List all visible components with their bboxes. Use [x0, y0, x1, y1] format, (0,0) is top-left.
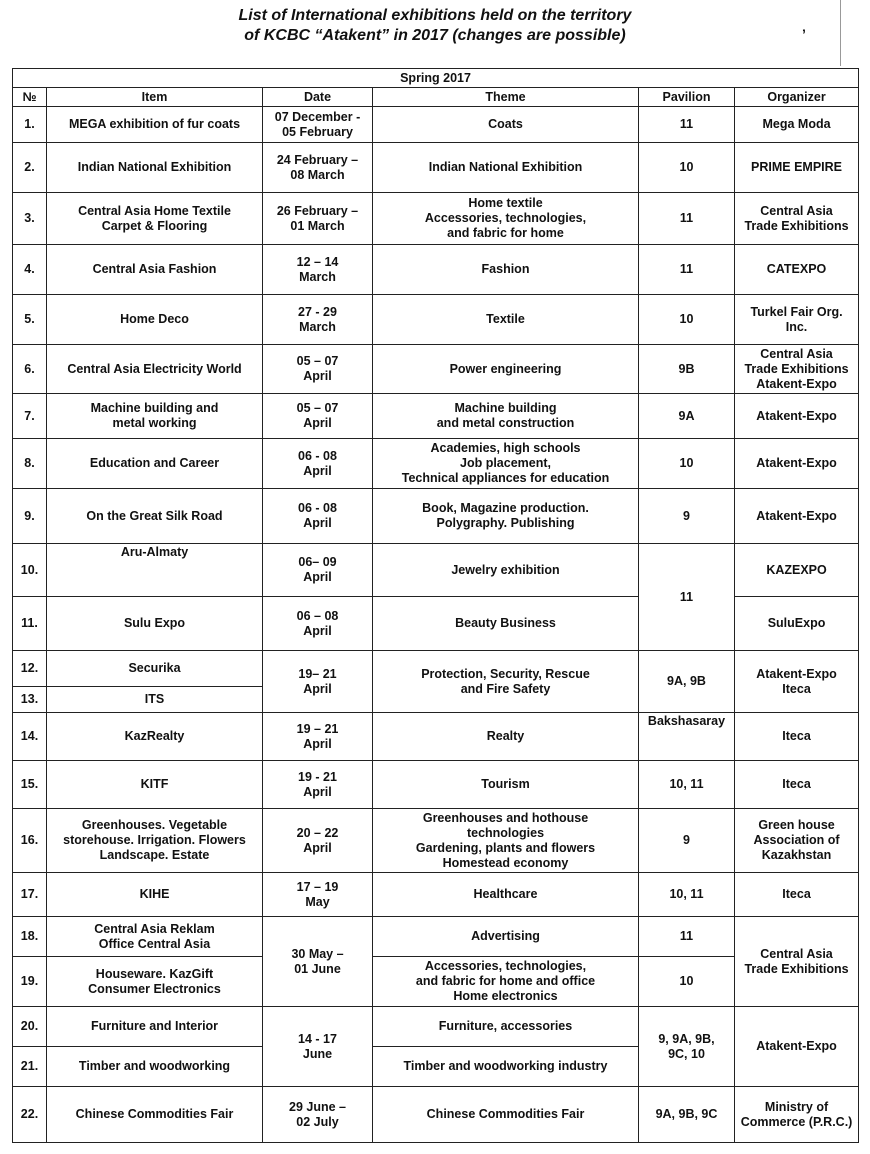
- table-row: [13, 873, 859, 917]
- row-number: 14.: [13, 713, 47, 761]
- row-theme: Greenhouses and hothouse technologies Gardening, plants and flowers Homestead economy: [373, 809, 639, 873]
- row-date: 29 June – 02 July: [263, 1087, 373, 1143]
- row-item: ITS: [47, 687, 263, 713]
- row-theme: Indian National Exhibition: [373, 143, 639, 193]
- row-date: 06– 09 April: [263, 544, 373, 597]
- row-theme: Book, Magazine production. Polygraphy. Publishing: [373, 489, 639, 544]
- row-theme: Home textile Accessories, technologies, and fabric for home: [373, 193, 639, 245]
- row-theme: Timber and woodworking industry: [373, 1047, 639, 1087]
- row-theme: Protection, Security, Rescue and Fire Safety: [373, 651, 639, 713]
- row-number: 20.: [13, 1007, 47, 1047]
- row-date: 24 February – 08 March: [263, 143, 373, 193]
- row-organizer: Atakent-Expo: [735, 1007, 859, 1087]
- row-item: Furniture and Interior: [47, 1007, 263, 1047]
- row-organizer: Turkel Fair Org. Inc.: [735, 295, 859, 345]
- row-number: 1.: [13, 107, 47, 143]
- row-organizer: Central Asia Trade Exhibitions: [735, 917, 859, 1007]
- table-row: [13, 439, 859, 489]
- row-pavilion: 11: [639, 544, 735, 651]
- row-organizer: Atakent-Expo: [735, 394, 859, 439]
- table-row: [13, 245, 859, 295]
- header-pavilion: Pavilion: [639, 88, 735, 107]
- row-theme: Coats: [373, 107, 639, 143]
- title-line-2: of KCBC “Atakent” in 2017 (changes are possible): [244, 27, 626, 44]
- row-theme: Beauty Business: [373, 597, 639, 651]
- row-item: Chinese Commodities Fair: [47, 1087, 263, 1143]
- row-date: 07 December - 05 February: [263, 107, 373, 143]
- row-organizer: Central Asia Trade Exhibitions: [735, 193, 859, 245]
- row-date: 27 - 29 March: [263, 295, 373, 345]
- row-date: 06 - 08 April: [263, 439, 373, 489]
- row-item: Education and Career: [47, 439, 263, 489]
- row-number: 17.: [13, 873, 47, 917]
- row-number: 21.: [13, 1047, 47, 1087]
- row-number: 6.: [13, 345, 47, 394]
- row-organizer: SuluExpo: [735, 597, 859, 651]
- row-theme: Furniture, accessories: [373, 1007, 639, 1047]
- row-pavilion: 11: [639, 245, 735, 295]
- scan-edge-line: [840, 0, 841, 66]
- row-number: 13.: [13, 687, 47, 713]
- row-number: 4.: [13, 245, 47, 295]
- row-date: 14 - 17 June: [263, 1007, 373, 1087]
- season-header: Spring 2017: [13, 69, 859, 88]
- row-date: 19 - 21 April: [263, 761, 373, 809]
- row-pavilion: Bakshasaray: [639, 713, 735, 761]
- row-item: Greenhouses. Vegetable storehouse. Irrigation. Flowers Landscape. Estate: [47, 809, 263, 873]
- row-number: 2.: [13, 143, 47, 193]
- row-pavilion: 9A, 9B: [639, 651, 735, 713]
- row-pavilion: 9A, 9B, 9C: [639, 1087, 735, 1143]
- row-organizer: Atakent-Expo Iteca: [735, 651, 859, 713]
- row-pavilion: 11: [639, 107, 735, 143]
- table-row: [13, 1087, 859, 1143]
- table-row: [13, 1007, 859, 1047]
- row-date: 17 – 19 May: [263, 873, 373, 917]
- row-pavilion: 10: [639, 957, 735, 1007]
- row-item: Central Asia Fashion: [47, 245, 263, 295]
- row-number: 19.: [13, 957, 47, 1007]
- row-pavilion: 10, 11: [639, 873, 735, 917]
- row-item: Central Asia Home Textile Carpet & Flooring: [47, 193, 263, 245]
- row-number: 5.: [13, 295, 47, 345]
- header-organizer: Organizer: [735, 88, 859, 107]
- row-organizer: Ministry of Commerce (P.R.C.): [735, 1087, 859, 1143]
- row-theme: Tourism: [373, 761, 639, 809]
- row-item: KIHE: [47, 873, 263, 917]
- row-pavilion: 10: [639, 295, 735, 345]
- row-item: Houseware. KazGift Consumer Electronics: [47, 957, 263, 1007]
- row-item: Securika: [47, 651, 263, 687]
- row-number: 22.: [13, 1087, 47, 1143]
- table-row: [13, 345, 859, 394]
- row-item: Indian National Exhibition: [47, 143, 263, 193]
- row-pavilion: 10: [639, 143, 735, 193]
- row-item: Central Asia Reklam Office Central Asia: [47, 917, 263, 957]
- row-pavilion: 10, 11: [639, 761, 735, 809]
- row-date: 20 – 22 April: [263, 809, 373, 873]
- exhibitions-table: [12, 68, 859, 1143]
- row-number: 11.: [13, 597, 47, 651]
- row-pavilion: 9: [639, 809, 735, 873]
- row-theme: Jewelry exhibition: [373, 544, 639, 597]
- row-date: 06 – 08 April: [263, 597, 373, 651]
- row-pavilion: 11: [639, 193, 735, 245]
- table-row: [13, 713, 859, 761]
- table-row: [13, 651, 859, 687]
- row-number: 8.: [13, 439, 47, 489]
- row-date: 12 – 14 March: [263, 245, 373, 295]
- row-organizer: Atakent-Expo: [735, 439, 859, 489]
- row-item: KITF: [47, 761, 263, 809]
- row-number: 15.: [13, 761, 47, 809]
- row-organizer: CATEXPO: [735, 245, 859, 295]
- row-pavilion: 10: [639, 439, 735, 489]
- row-date: 05 – 07 April: [263, 394, 373, 439]
- row-number: 3.: [13, 193, 47, 245]
- row-date: 19– 21 April: [263, 651, 373, 713]
- row-organizer: Mega Moda: [735, 107, 859, 143]
- row-theme: Advertising: [373, 917, 639, 957]
- row-theme: Realty: [373, 713, 639, 761]
- row-organizer: Atakent-Expo: [735, 489, 859, 544]
- row-item: KazRealty: [47, 713, 263, 761]
- table-row: [13, 957, 859, 1007]
- row-theme: Machine building and metal construction: [373, 394, 639, 439]
- row-number: 12.: [13, 651, 47, 687]
- row-pavilion: 11: [639, 917, 735, 957]
- table-row: [13, 761, 859, 809]
- row-organizer: Green house Association of Kazakhstan: [735, 809, 859, 873]
- row-date: 06 - 08 April: [263, 489, 373, 544]
- row-pavilion: 9B: [639, 345, 735, 394]
- title-line-1: List of International exhibitions held on the territory: [238, 7, 632, 24]
- row-date: 19 – 21 April: [263, 713, 373, 761]
- row-date: 05 – 07 April: [263, 345, 373, 394]
- row-pavilion: 9, 9A, 9B, 9C, 10: [639, 1007, 735, 1087]
- table-row: [13, 917, 859, 957]
- stray-mark: ’: [802, 26, 806, 42]
- row-date: 26 February – 01 March: [263, 193, 373, 245]
- row-organizer: Iteca: [735, 873, 859, 917]
- row-number: 9.: [13, 489, 47, 544]
- table-row: [13, 544, 859, 597]
- row-item: Central Asia Electricity World: [47, 345, 263, 394]
- row-theme: Accessories, technologies, and fabric for home and office Home electronics: [373, 957, 639, 1007]
- row-item: Machine building and metal working: [47, 394, 263, 439]
- row-theme: Textile: [373, 295, 639, 345]
- row-item: Aru-Almaty: [47, 544, 263, 597]
- row-item: MEGA exhibition of fur coats: [47, 107, 263, 143]
- row-organizer: PRIME EMPIRE: [735, 143, 859, 193]
- row-organizer: KAZEXPO: [735, 544, 859, 597]
- row-number: 18.: [13, 917, 47, 957]
- header-number: №: [13, 88, 47, 107]
- row-theme: Fashion: [373, 245, 639, 295]
- table-row: [13, 143, 859, 193]
- row-number: 10.: [13, 544, 47, 597]
- row-item: Sulu Expo: [47, 597, 263, 651]
- row-item: Timber and woodworking: [47, 1047, 263, 1087]
- document-title: [0, 6, 870, 46]
- table-row: [13, 489, 859, 544]
- row-theme: Healthcare: [373, 873, 639, 917]
- table-row: [13, 107, 859, 143]
- table-row: [13, 809, 859, 873]
- row-number: 7.: [13, 394, 47, 439]
- row-organizer: Iteca: [735, 761, 859, 809]
- table-row: [13, 394, 859, 439]
- row-number: 16.: [13, 809, 47, 873]
- row-organizer: Iteca: [735, 713, 859, 761]
- header-date: Date: [263, 88, 373, 107]
- header-item: Item: [47, 88, 263, 107]
- row-theme: Chinese Commodities Fair: [373, 1087, 639, 1143]
- row-pavilion: 9A: [639, 394, 735, 439]
- row-pavilion: 9: [639, 489, 735, 544]
- table-row: [13, 193, 859, 245]
- row-organizer: Central Asia Trade Exhibitions Atakent-Expo: [735, 345, 859, 394]
- header-theme: Theme: [373, 88, 639, 107]
- row-date: 30 May – 01 June: [263, 917, 373, 1007]
- table-row: [13, 295, 859, 345]
- row-item: On the Great Silk Road: [47, 489, 263, 544]
- row-item: Home Deco: [47, 295, 263, 345]
- row-theme: Power engineering: [373, 345, 639, 394]
- row-theme: Academies, high schools Job placement, Technical appliances for education: [373, 439, 639, 489]
